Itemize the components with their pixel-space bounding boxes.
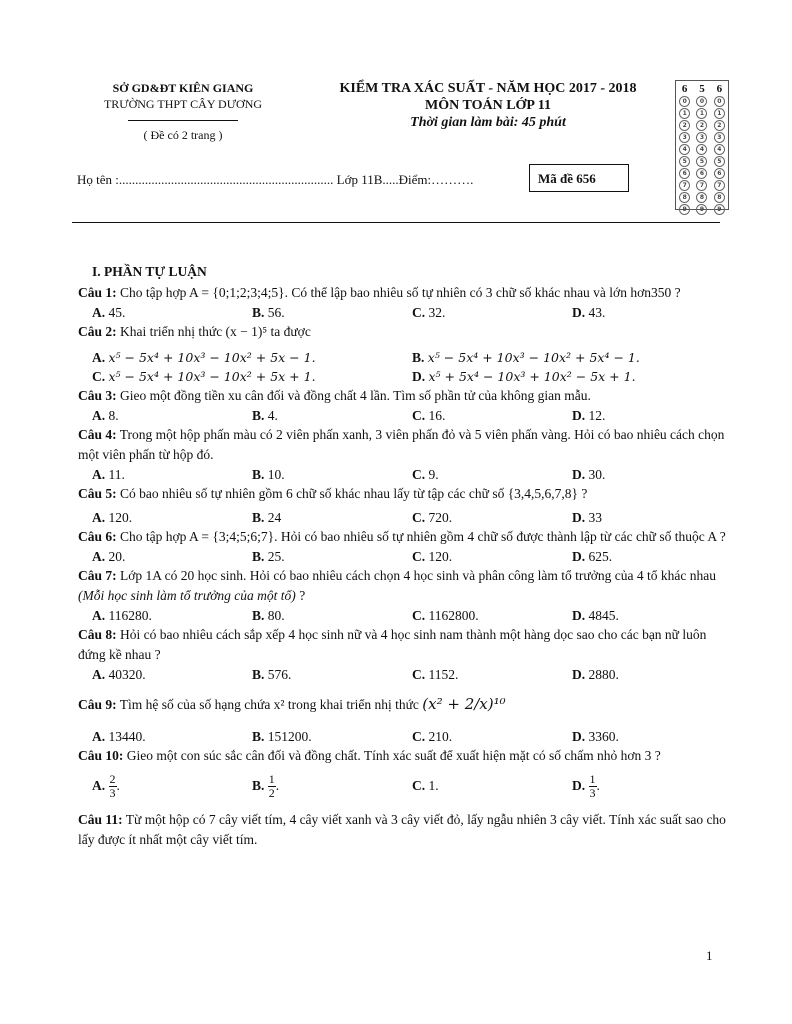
question-3: Câu 3: Gieo một đồng tiền xu cân đối và đồng chất 4 lần. Tìm số phần tử của không gian mẫu. [78,388,591,403]
options-4: A. 11. B. 10. C. 9. D. 30. [92,467,606,482]
options-10: A. $\frac{2}{3}$ . B. $\frac{1}{2}$ . C. 1. D. $\frac{1}{3}$ . [92,772,600,801]
binomial-expression: (x² + 2/x)¹⁰ [422,695,506,713]
duration: Thời gian làm bài: 45 phút [410,115,566,130]
bubble: 3 [714,132,725,143]
bubble: 9 [696,204,707,215]
bubble: 8 [679,192,690,203]
department-name: SỞ GD&ĐT KIÊN GIANG [112,81,254,95]
bubble: 8 [714,192,725,203]
section-title: I. PHẦN TỰ LUẬN [92,264,207,279]
bubble: 5 [679,156,690,167]
question-9: Câu 9: Tìm hệ số của số hạng chứa x² trong khai triển nhị thức (x² + 2/x)¹⁰ [78,695,506,713]
bubble: 2 [696,120,707,131]
exam-code-bubble-grid [675,80,729,213]
bubble: 9 [679,204,690,215]
exam-title: KIỂM TRA XÁC SUẤT - NĂM HỌC 2017 - 2018 [339,81,637,96]
pages-note: ( Đề có 2 trang ) [143,128,223,142]
question-2: Câu 2: Khai triển nhị thức (x − 1)⁵ ta được [78,324,311,339]
bubble: 5 [714,156,725,167]
question-1 [78,283,728,303]
question-label: Câu 1: [78,285,117,300]
bubble: 1 [696,108,707,119]
bubble: 3 [696,132,707,143]
header-divider [72,222,720,223]
bubble: 0 [714,96,725,107]
exam-header [318,80,658,131]
question-4: Câu 4: Trong một hộp phấn màu có 2 viên phấn xanh, 3 viên phấn đỏ và 5 viên phấn vàng. Hỏi có bao nhiêu cách chọn một viên phấn từ hộp đó. [78,427,725,462]
code-digit: 6 [681,83,688,95]
bubble-column [679,83,690,215]
divider [128,120,238,121]
bubble: 6 [696,168,707,179]
fraction: $\frac{1}{3}$ [589,772,596,801]
bubble: 3 [679,132,690,143]
question-11: Câu 11: Từ một hộp có 7 cây viết tím, 4 cây viết xanh và 3 cây viết đỏ, lấy ngẫu nhiên 3 cây viết. Tính xác suất sao cho lấy được ít nhất một cây viết tím. [78,812,726,847]
fraction: $\frac{1}{2}$ [268,772,275,801]
options-7: A. 116280. B. 80. C. 1162800. D. 4845. [92,608,619,623]
options-8: A. 40320. B. 576. C. 1152. D. 2880. [92,667,619,682]
bubble: 8 [696,192,707,203]
question-10: Câu 10: Gieo một con súc sắc cân đối và đồng chất. Tính xác suất để xuất hiện mặt có số chấm nhỏ hơn 3 ? [78,748,661,763]
options-5: A. 120. B. 24 C. 720. D. 33 [92,510,602,525]
bubble: 7 [696,180,707,191]
bubble: 7 [714,180,725,191]
bubble: 6 [714,168,725,179]
options-1: A. 45. B. 56. C. 32. D. 43. [92,305,606,320]
bubble: 0 [696,96,707,107]
subject-title: MÔN TOÁN LỚP 11 [425,98,551,113]
bubble: 2 [679,120,690,131]
exam-code-box: Mã đề 656 [529,164,629,192]
bubble: 2 [714,120,725,131]
school-header [78,80,288,143]
question-text: Cho tập hợp A = {0;1;2;3;4;5}. Có thể lập bao nhiêu số tự nhiên có 3 chữ số khác nhau và lớn hơn350 ? [120,285,681,300]
bubble: 7 [679,180,690,191]
question-5: Câu 5: Có bao nhiêu số tự nhiên gồm 6 chữ số khác nhau lấy từ tập các chữ số {3,4,5,6,7,8} ? [78,486,588,501]
bubble: 0 [679,96,690,107]
bubble: 1 [714,108,725,119]
question-8: Câu 8: Hỏi có bao nhiêu cách sắp xếp 4 học sinh nữ và 4 học sinh nam thành một hàng dọc sao cho các bạn nữ luôn đứng kề nhau ? [78,627,707,662]
school-name: TRƯỜNG THPT CÂY DƯƠNG [103,97,263,111]
code-digit: 6 [716,83,723,95]
options-9: A. 13440. B. 151200. C. 210. D. 3360. [92,729,619,744]
options-3: A. 8. B. 4. C. 16. D. 12. [92,408,606,423]
code-digit: 5 [699,83,705,95]
bubble: 6 [679,168,690,179]
options-6: A. 20. B. 25. C. 120. D. 625. [92,549,613,564]
bubble: 4 [679,144,690,155]
bubble: 5 [696,156,707,167]
fraction: $\frac{2}{3}$ [109,772,116,801]
page-number: 1 [706,948,713,963]
options-2a: A. x⁵ − 5x⁴ + 10x³ − 10x² + 5x − 1. B. x⁵ − 5x⁴ + 10x³ − 10x² + 5x⁴ − 1. [92,350,640,365]
bubble-column [714,83,725,215]
bubble: 4 [714,144,725,155]
bubble: 4 [696,144,707,155]
student-info-line: Họ tên :.................................................................. Lớp 11B.....Điểm:………. [77,172,474,187]
options-2b: C. x⁵ − 5x⁴ + 10x³ − 10x² + 5x + 1. D. x⁵ + 5x⁴ − 10x³ + 10x² − 5x + 1. [92,369,636,384]
question-7: Câu 7: Lớp 1A có 20 học sinh. Hỏi có bao nhiêu cách chọn 4 học sinh và phân công làm tổ trưởng của 4 tổ khác nhau (Mỗi học sinh làm tổ trưởng của một tổ) ? [78,568,716,603]
bubble-column [696,83,707,215]
question-6: Câu 6: Cho tập hợp A = {3;4;5;6;7}. Hỏi có bao nhiêu số tự nhiên gồm 4 chữ số được thành lập từ các chữ số thuộc A ? [78,529,726,544]
bubble: 9 [714,204,725,215]
exam-body [78,263,728,850]
bubble: 1 [679,108,690,119]
